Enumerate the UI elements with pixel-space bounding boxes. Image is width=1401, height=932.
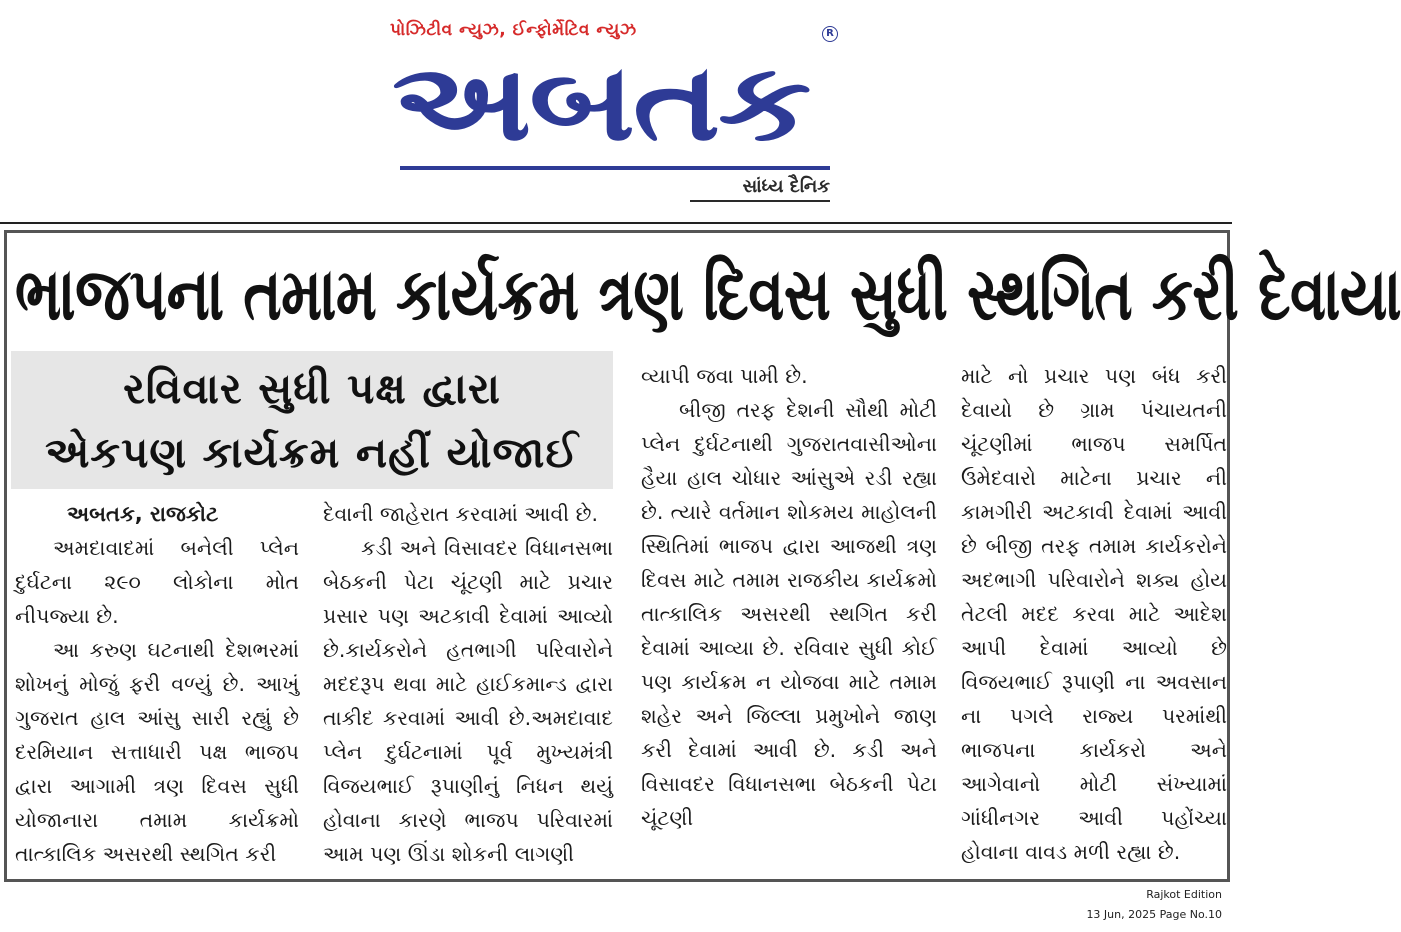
dateline: અબતક, રાજકોટ <box>67 502 219 526</box>
tagline: પોઝિટીવ ન્યુઝ, ઈન્ફોર્મેટિવ ન્યુઝ <box>390 20 637 40</box>
edition-type: સાંધ્ય દૈનિક <box>742 176 830 197</box>
article-column-4 <box>961 359 1227 879</box>
headline: ભાજપના તમામ કાર્યક્રમ ત્રણ દિવસ સુધી સ્થગિત કરી દેવાયા <box>15 251 1401 337</box>
registered-mark: R <box>822 26 838 42</box>
masthead <box>0 0 1232 222</box>
article-column-3 <box>641 359 937 879</box>
article <box>4 230 1401 882</box>
article-column-1 <box>15 497 299 877</box>
masthead-divider <box>0 222 1232 224</box>
footer-date-page: 13 Jun, 2025 Page No.10 <box>1086 908 1222 921</box>
subheadline-line-2: એકપણ કાર્યક્રમ નહીં યોજાઈ <box>45 428 579 477</box>
edition-underline <box>690 200 830 202</box>
subheadline-box <box>11 351 613 489</box>
paragraph: અમદાવાદમાં બનેલી પ્લેન દુર્ઘટના ૨૯૦ લોકોના મોત નીપજ્યા છે. <box>15 536 299 628</box>
paragraph: વ્યાપી જવા પામી છે. <box>641 364 808 388</box>
logo-underline <box>400 166 830 170</box>
paragraph: દેવાની જાહેરાત કરવામાં આવી છે. <box>323 502 599 526</box>
newspaper-logo: અબતક <box>392 41 810 165</box>
footer-edition: Rajkot Edition <box>1146 888 1222 901</box>
paragraph: માટે નો પ્રચાર પણ બંધ કરી દેવાયો છે ગ્રામ પંચાયતની ચૂંટણીમાં ભાજપ સમર્પિત ઉમેદવારો માટેના પ્રચાર ની કામગીરી અટકાવી દેવામાં આવી છે બીજી તરફ તમામ કાર્યકરોને અદભાગી પરિવારોને શક્ય હોય તેટલી મદદ કરવા માટે આદેશ આપી દેવામાં આવ્યો છે વિજયભાઈ રૂપાણી ના અવસાન ના પગલે રાજ્ય પરમાંથી ભાજપના કાર્યકરો અને આગેવાનો મોટી સંખ્યામાં ગાંધીનગર આવી પહોંચ્યા હોવાના વાવડ મળી રહ્યા છે. <box>961 364 1227 864</box>
paragraph: બીજી તરફ દેશની સૌથી મોટી પ્લેન દુર્ઘટનાથી ગુજરાતવાસીઓના હૈયા હાલ ચોધાર આંસુએ રડી રહ્યા છે. ત્યારે વર્તમાન શોકમય માહોલની સ્થિતિમાં ભાજપ દ્વારા આજથી ત્રણ દિવસ માટે તમામ રાજકીય કાર્યક્રમો તાત્કાલિક અસરથી સ્થગિત કરી દેવામાં આવ્યા છે. રવિવાર સુધી કોઈ પણ કાર્યક્રમ ન યોજવા માટે તમામ શહેર અને જિલ્લા પ્રમુખોને જાણ કરી દેવામાં આવી છે. કડી અને વિસાવદર વિધાનસભા બેઠકની પેટા ચૂંટણી <box>641 398 937 830</box>
article-column-2 <box>323 497 613 877</box>
subheadline-line-1: રવિવાર સુધી પક્ષ દ્વારા <box>123 364 501 413</box>
paragraph: કડી અને વિસાવદર વિધાનસભા બેઠકની પેટા ચૂંટણી માટે પ્રચાર પ્રસાર પણ અટકાવી દેવામાં આવ્યો છે.કાર્યકરોને હતભાગી પરિવારોને મદદરૂપ થવા માટે હાઈકમાન્ડ દ્વારા તાકીદ કરવામાં આવી છે.અમદાવાદ પ્લેન દુર્ઘટનામાં પૂર્વ મુખ્યમંત્રી વિજયભાઈ રૂપાણીનું નિધન થયું હોવાના કારણે ભાજપ પરિવારમાં આમ પણ ઊંડા શોકની લાગણી <box>323 536 613 866</box>
paragraph: આ કરુણ ઘટનાથી દેશભરમાં શોખનું મોજું ફરી વળ્યું છે. આખું ગુજરાત હાલ આંસુ સારી રહ્યું છે દરમિયાન સત્તાધારી પક્ષ ભાજપ દ્વારા આગામી ત્રણ દિવસ સુધી યોજાનારા તમામ કાર્યક્રમો તાત્કાલિક અસરથી સ્થગિત કરી <box>15 638 299 866</box>
